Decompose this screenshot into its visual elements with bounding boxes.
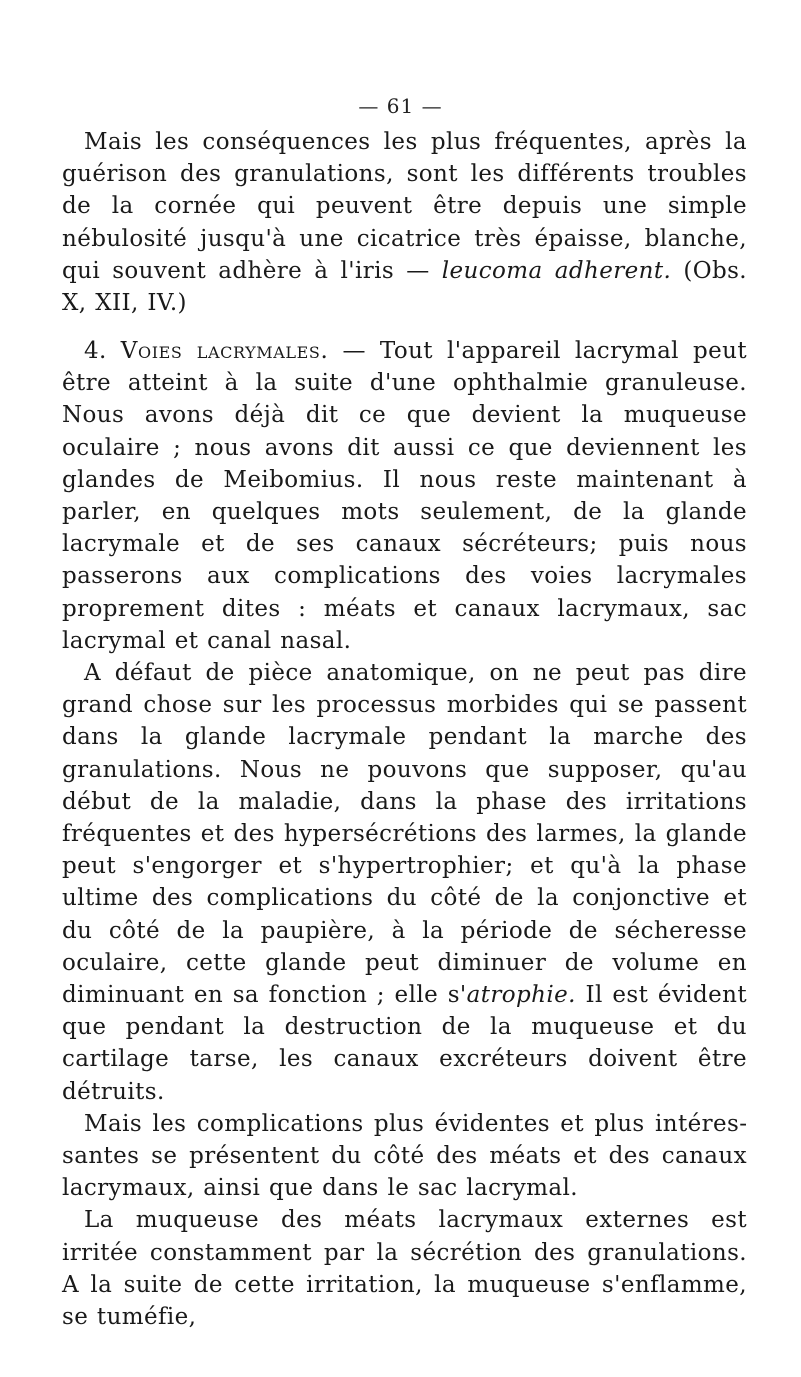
paragraph-voies-lacrymales: [62, 335, 747, 657]
page-number: — 61 —: [358, 94, 443, 118]
section-number: 4.: [84, 338, 121, 364]
paragraph-text: Mais les complications plus évidentes et plus intéressantes se présentent du côté des méats et des canaux lacrymaux, ainsi que dans le sac lacrymal.: [62, 1110, 747, 1202]
paragraph-text: La muqueuse des méats lacrymaux externes est irritée constamment par la sécrétion des granulations. A la suite de cette irritation, la muqueuse s'enflamme, se tuméfie,: [62, 1207, 747, 1331]
paragraph-text: Il est évident que pendant la destruction de la muqueuse et du cartilage tarse, les canaux excréteurs doivent être détruits.: [62, 982, 747, 1105]
paragraph-text: (Obs. X, XII, IV.): [62, 257, 747, 317]
section-heading: Voies lacrymales.: [120, 338, 329, 364]
paragraph-text: Mais les conséquences les plus fréquentes, après la guérison des granulations, sont les différents troubles de la cornée qui peuvent être depuis une simple nébulosité jusqu'à une cicatrice très épaisse, blanche, qui souvent adhère à l'iris —: [62, 129, 747, 284]
latin-term: leucoma adherent.: [441, 257, 672, 284]
paragraph-glande-lacrymale: [62, 657, 747, 1108]
paragraph-complications: [62, 1108, 747, 1205]
emphasis-term: atrophie.: [466, 982, 576, 1009]
text-block-top: [62, 126, 747, 319]
text-block-main: [62, 335, 747, 1333]
paragraph-text: — Tout l'appareil lacrymal peut être atteint à la suite d'une ophthalmie granuleuse. Nous avons déjà dit ce que devient la muqueuse oculaire ; nous avons dit aussi ce que deviennent les glandes de Meibomius. Il nous reste maintenant à parler, en quelques mots seulement, de la glande lacrymale et de ses canaux sécréteurs; puis nous passerons aux complications des voies lacrymales proprement dites : méats et canaux lacrymaux, sac lacrymal et canal nasal.: [62, 338, 747, 654]
paragraph-cornea: [62, 126, 747, 319]
paragraph-meats: [62, 1204, 747, 1333]
paragraph-text: A défaut de pièce anatomique, on ne peut pas dire grand chose sur les processus morbides qui se passent dans la glande lacrymale pendant la marche des granulations. Nous ne pouvons que supposer, qu'au début de la maladie, dans la phase des irritations fréquentes et des hypersécrétions des larmes, la glande peut s'engorger et s'hypertrophier; et qu'à la phase ultime des complications du côté de la conjonctive et du côté de la paupière, à la période de sécheresse oculaire, cette glande peut diminuer de volume en diminuant en sa fonction ; elle s': [62, 660, 747, 1009]
